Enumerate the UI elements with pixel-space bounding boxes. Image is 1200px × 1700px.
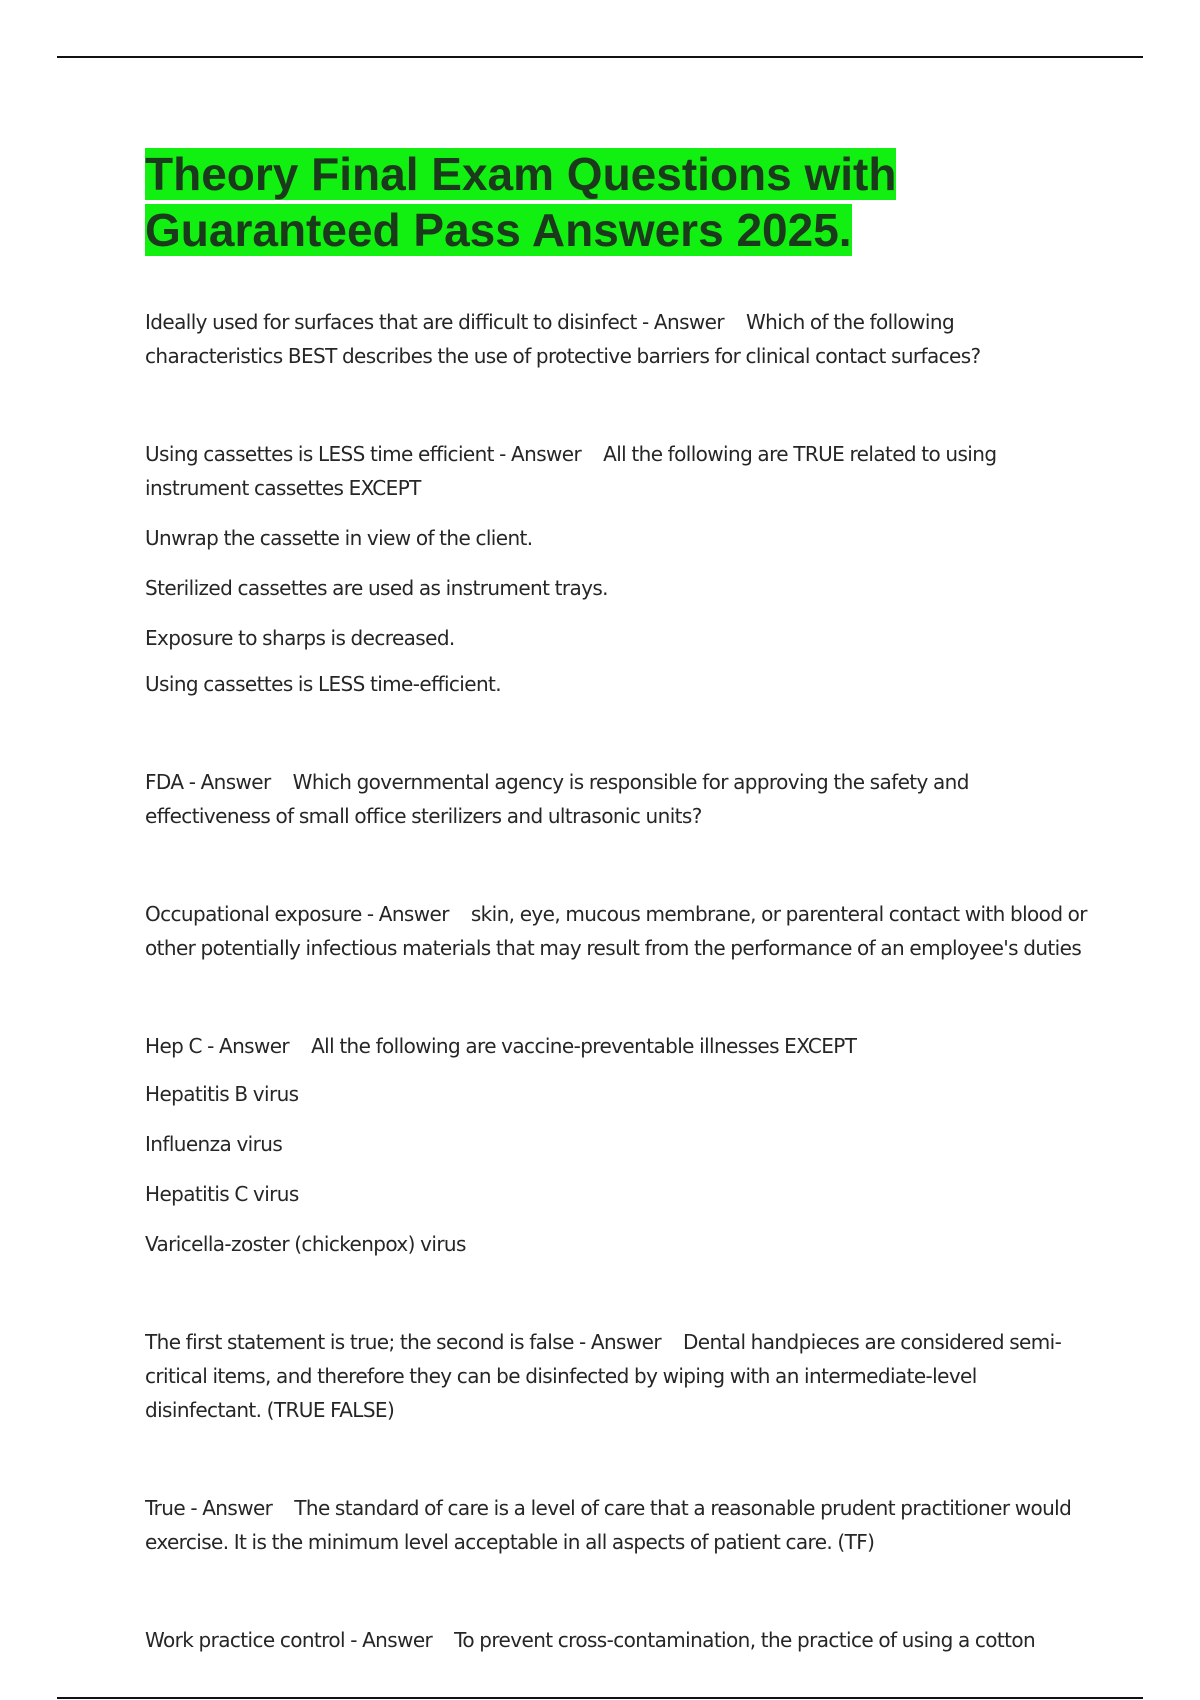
title-highlight: Theory Final Exam Questions with Guaranteed Pass Answers 2025. <box>145 148 897 256</box>
question-text: To prevent cross-contamination, the practice of using a cotton <box>454 1628 1036 1652</box>
document-title <box>145 146 1105 258</box>
question-text: skin, eye, mucous membrane, or parenteral contact with blood or other potentially infectious materials that may result from the performance of an employee's duties <box>145 902 1087 960</box>
option-text: Sterilized cassettes are used as instrument trays. <box>145 576 608 600</box>
qa-line <box>145 1325 1090 1427</box>
option-text: Influenza virus <box>145 1132 283 1156</box>
option-text: Using cassettes is LESS time-efficient. <box>145 672 502 696</box>
answer-text: FDA - Answer <box>145 770 271 794</box>
header-rule <box>57 56 1143 58</box>
question-text: The standard of care is a level of care that a reasonable prudent practitioner would exercise. It is the minimum level acceptable in all aspects of patient care. (TF) <box>145 1496 1072 1554</box>
answer-text: The first statement is true; the second is false - Answer <box>145 1330 661 1354</box>
qa-item <box>145 437 1090 701</box>
qa-item <box>145 897 1090 965</box>
footer-rule <box>57 1697 1143 1699</box>
question-text: All the following are TRUE related to using instrument cassettes EXCEPT <box>145 442 997 500</box>
qa-item <box>145 1325 1090 1427</box>
qa-item <box>145 1029 1090 1261</box>
qa-line <box>145 437 1090 505</box>
qa-line <box>145 305 1090 373</box>
qa-line <box>145 765 1090 833</box>
answer-text: True - Answer <box>145 1496 273 1520</box>
answer-text: Hep C - Answer <box>145 1034 290 1058</box>
qa-item <box>145 1623 1090 1657</box>
answer-text: Ideally used for surfaces that are difficult to disinfect - Answer <box>145 310 724 334</box>
qa-line <box>145 1029 1090 1063</box>
option-text: Varicella-zoster (chickenpox) virus <box>145 1232 466 1256</box>
qa-line <box>145 897 1090 965</box>
qa-list <box>145 305 1090 1695</box>
qa-line <box>145 1491 1090 1559</box>
question-text: Dental handpieces are considered semi-critical items, and therefore they can be disinfected by wiping with an intermediate-level disinfectant. (TRUE FALSE) <box>145 1330 1062 1422</box>
qa-item <box>145 305 1090 373</box>
question-text: Which of the following characteristics BEST describes the use of protective barriers for clinical contact surfaces? <box>145 310 981 368</box>
option-text: Unwrap the cassette in view of the client. <box>145 526 533 550</box>
qa-item <box>145 1491 1090 1559</box>
qa-line <box>145 1623 1090 1657</box>
option-text: Hepatitis C virus <box>145 1182 299 1206</box>
answer-text: Using cassettes is LESS time efficient - Answer <box>145 442 582 466</box>
qa-item <box>145 765 1090 833</box>
question-text: All the following are vaccine-preventable illnesses EXCEPT <box>311 1034 857 1058</box>
answer-text: Occupational exposure - Answer <box>145 902 449 926</box>
option-text: Exposure to sharps is decreased. <box>145 626 455 650</box>
answer-text: Work practice control - Answer <box>145 1628 433 1652</box>
option-text: Hepatitis B virus <box>145 1082 299 1106</box>
question-text: Which governmental agency is responsible for approving the safety and effectiveness of small office sterilizers and ultrasonic units? <box>145 770 969 828</box>
